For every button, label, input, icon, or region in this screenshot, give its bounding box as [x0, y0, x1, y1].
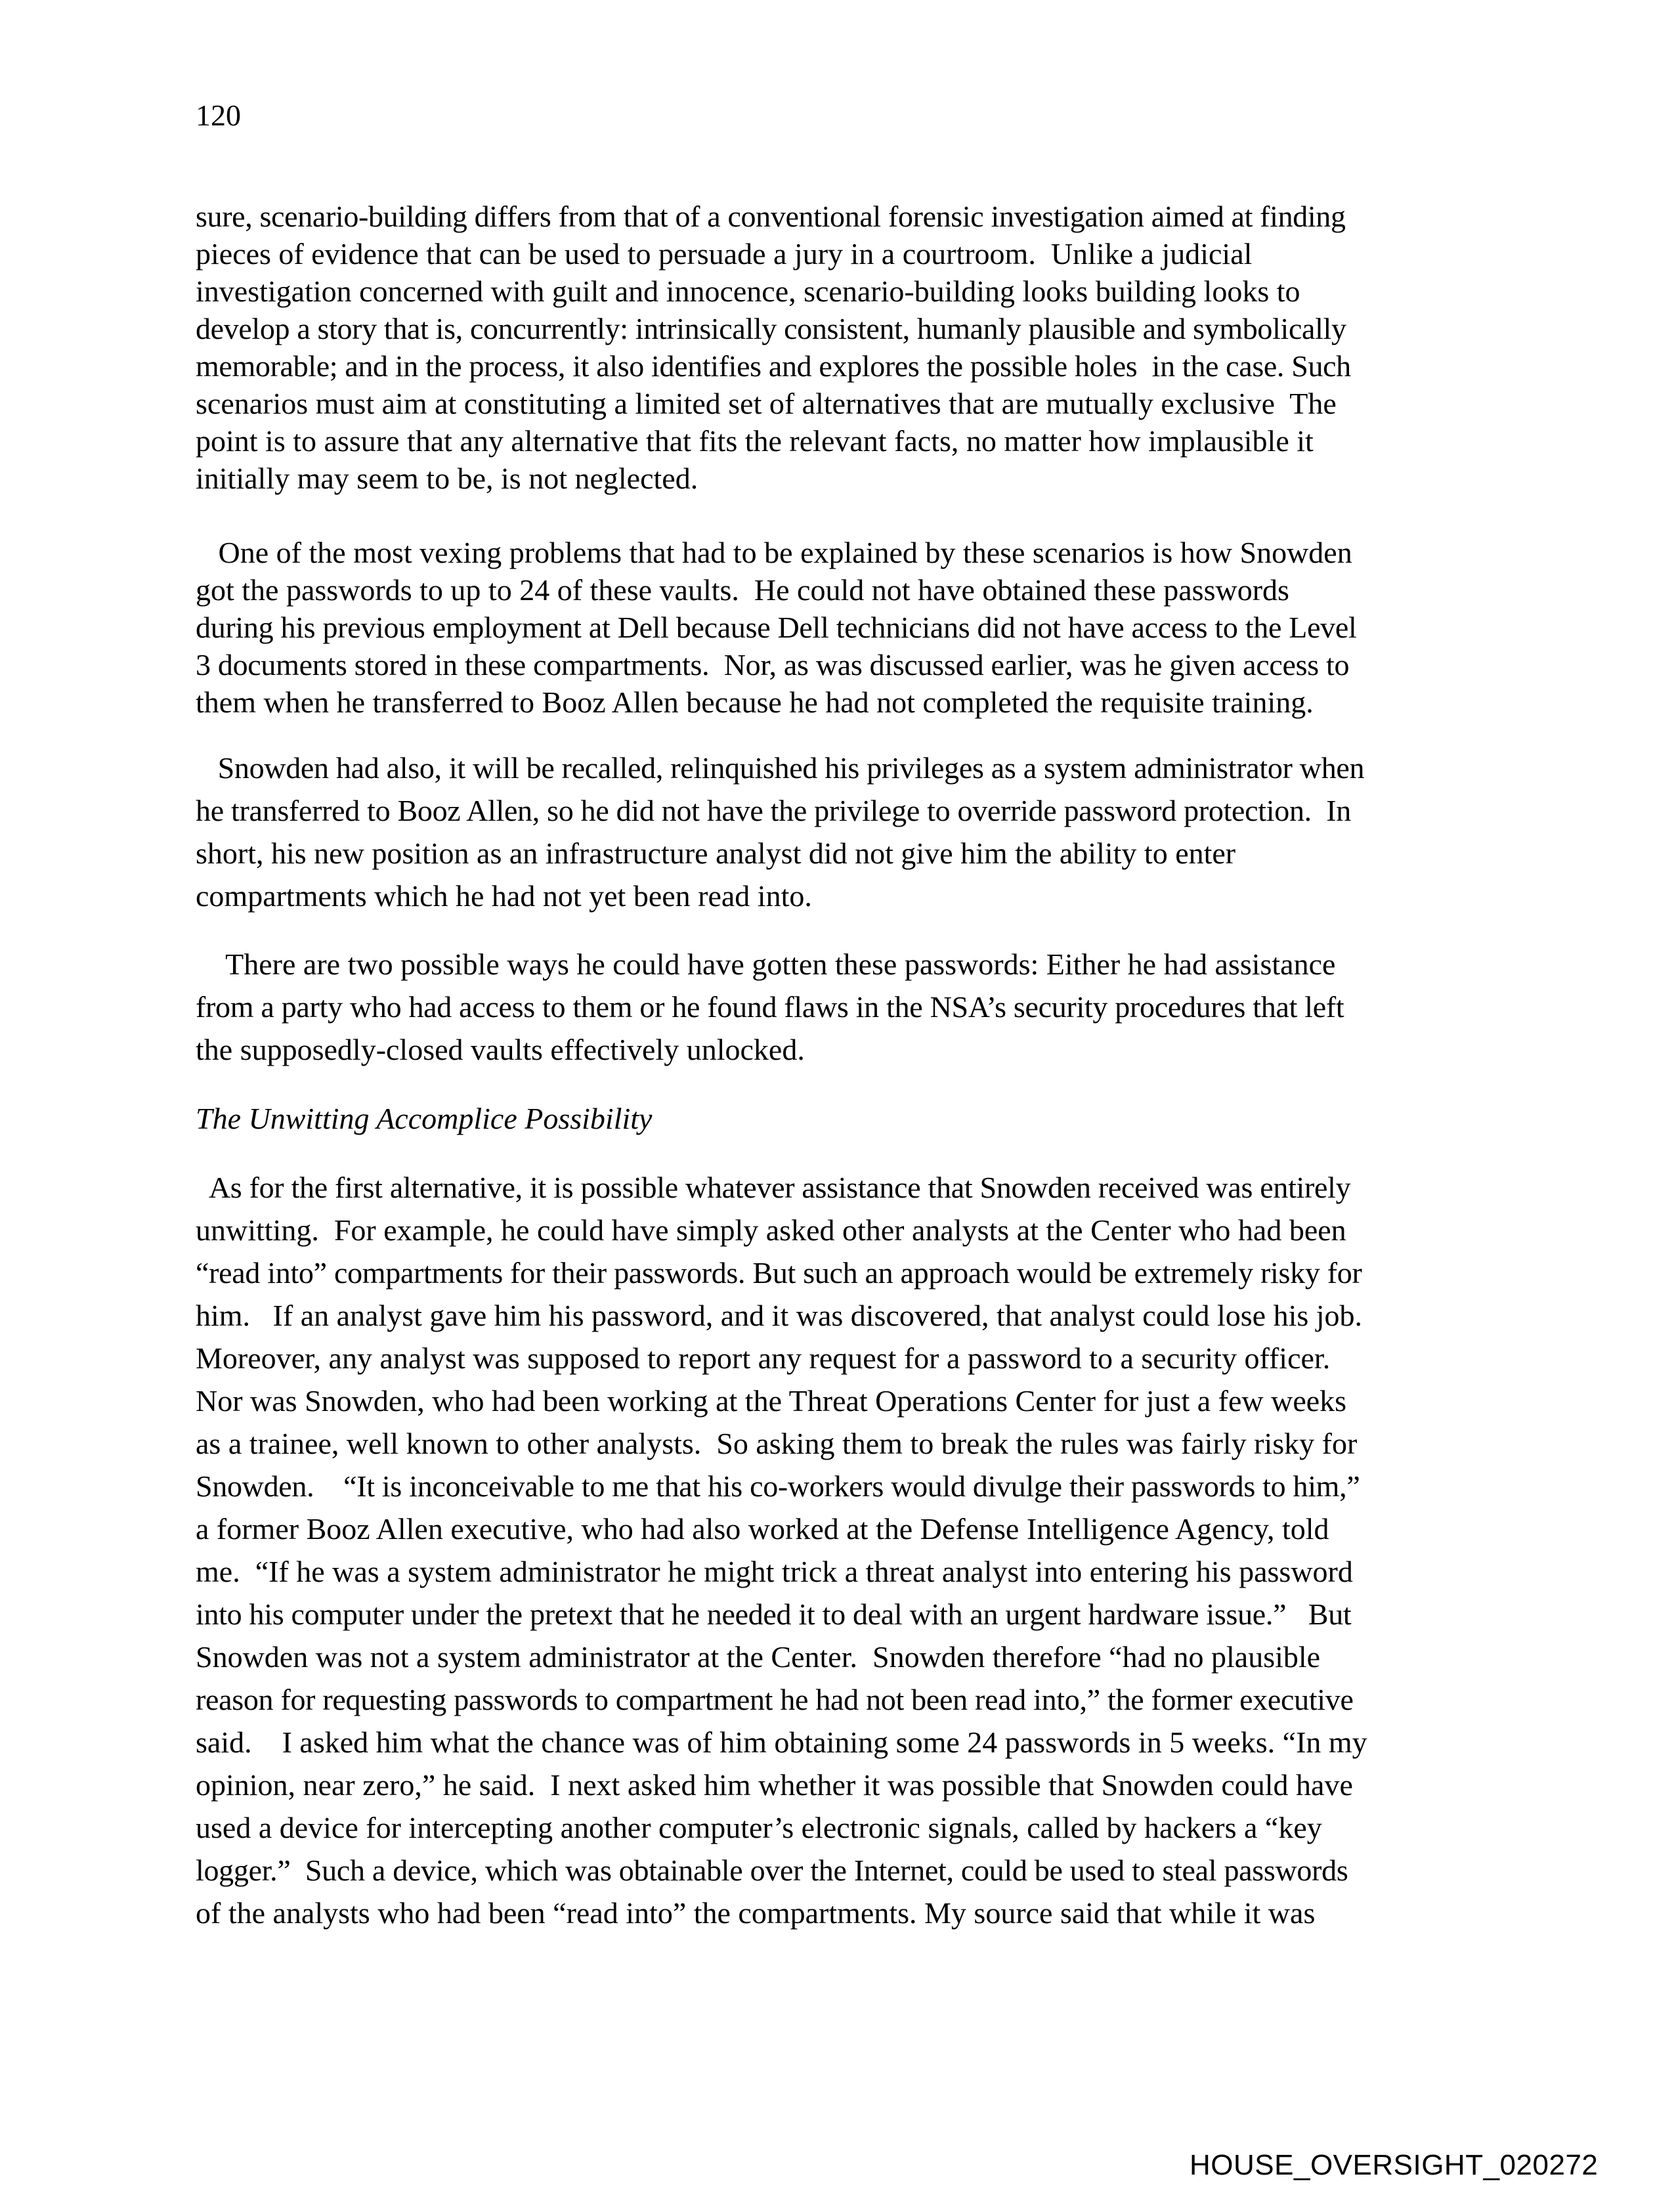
text-line: sure, scenario-building differs from that of a conventional forensic investigation aimed at finding	[196, 200, 1346, 233]
text-line: opinion, near zero,” he said. I next asked him whether it was possible that Snowden could have	[196, 1768, 1353, 1802]
text-line: 3 documents stored in these compartments. Nor, as was discussed earlier, was he given access to	[196, 648, 1350, 682]
text-line: Nor was Snowden, who had been working at the Threat Operations Center for just a few weeks	[196, 1384, 1347, 1418]
text-line: compartments which he had not yet been read into.	[196, 879, 812, 913]
page-number: 120	[196, 98, 241, 132]
text-line: “read into” compartments for their passwords. But such an approach would be extremely risky for	[196, 1256, 1362, 1290]
text-line: unwitting. For example, he could have simply asked other analysts at the Center who had been	[196, 1213, 1346, 1247]
text-line: got the passwords to up to 24 of these vaults. He could not have obtained these passwords	[196, 573, 1289, 607]
text-line: a former Booz Allen executive, who had also worked at the Defense Intelligence Agency, told	[196, 1512, 1329, 1546]
text-line: him. If an analyst gave him his password, and it was discovered, that analyst could lose his job.	[196, 1299, 1363, 1332]
text-line: investigation concerned with guilt and innocence, scenario-building looks building looks to	[196, 274, 1300, 308]
text-line: he transferred to Booz Allen, so he did not have the privilege to override password protection. In	[196, 794, 1351, 827]
text-line: into his computer under the pretext that he needed it to deal with an urgent hardware issue.” But	[196, 1597, 1352, 1631]
text-line: of the analysts who had been “read into” the compartments. My source said that while it was	[196, 1896, 1316, 1930]
text-line: used a device for intercepting another computer’s electronic signals, called by hackers a “key	[196, 1811, 1322, 1844]
text-line: As for the first alternative, it is possible whatever assistance that Snowden received was entirely	[196, 1171, 1351, 1204]
text-line: Snowden had also, it will be recalled, relinquished his privileges as a system administrator when	[196, 751, 1365, 785]
text-line: me. “If he was a system administrator he might trick a threat analyst into entering his password	[196, 1555, 1353, 1588]
text-line: during his previous employment at Dell because Dell technicians did not have access to the Level	[196, 611, 1357, 644]
text-line: point is to assure that any alternative that fits the relevant facts, no matter how implausible it	[196, 424, 1314, 458]
bates-stamp: HOUSE_OVERSIGHT_020272	[1190, 2149, 1599, 2181]
text-line: Snowden was not a system administrator at the Center. Snowden therefore “had no plausible	[196, 1640, 1321, 1674]
text-line: them when he transferred to Booz Allen because he had not completed the requisite training.	[196, 685, 1314, 719]
text-line: short, his new position as an infrastructure analyst did not give him the ability to enter	[196, 836, 1236, 870]
text-line: memorable; and in the process, it also identifies and explores the possible holes in the case. Such	[196, 349, 1351, 383]
text-line: develop a story that is, concurrently: intrinsically consistent, humanly plausible and symbolically	[196, 312, 1346, 345]
text-line: as a trainee, well known to other analysts. So asking them to break the rules was fairly risky for	[196, 1427, 1358, 1460]
text-line: pieces of evidence that can be used to persuade a jury in a courtroom. Unlike a judicial	[196, 237, 1253, 271]
text-line: Snowden. “It is inconceivable to me that his co-workers would divulge their passwords to him,”	[196, 1469, 1360, 1503]
section-heading: The Unwitting Accomplice Possibility	[196, 1102, 653, 1135]
text-line: from a party who had access to them or he found flaws in the NSA’s security procedures that left	[196, 990, 1344, 1024]
text-line: initially may seem to be, is not neglected.	[196, 462, 698, 495]
text-line: scenarios must aim at constituting a limited set of alternatives that are mutually exclusive The	[196, 387, 1337, 420]
text-line: Moreover, any analyst was supposed to report any request for a password to a security officer.	[196, 1341, 1331, 1375]
text-line: reason for requesting passwords to compartment he had not been read into,” the former executive	[196, 1683, 1354, 1716]
text-line: One of the most vexing problems that had to be explained by these scenarios is how Snowden	[196, 536, 1352, 569]
text-line: said. I asked him what the chance was of him obtaining some 24 passwords in 5 weeks. “In my	[196, 1725, 1367, 1759]
text-line: There are two possible ways he could have gotten these passwords: Either he had assistance	[196, 947, 1336, 981]
text-line: the supposedly-closed vaults effectively unlocked.	[196, 1033, 805, 1066]
text-line: logger.” Such a device, which was obtainable over the Internet, could be used to steal passwords	[196, 1854, 1348, 1887]
